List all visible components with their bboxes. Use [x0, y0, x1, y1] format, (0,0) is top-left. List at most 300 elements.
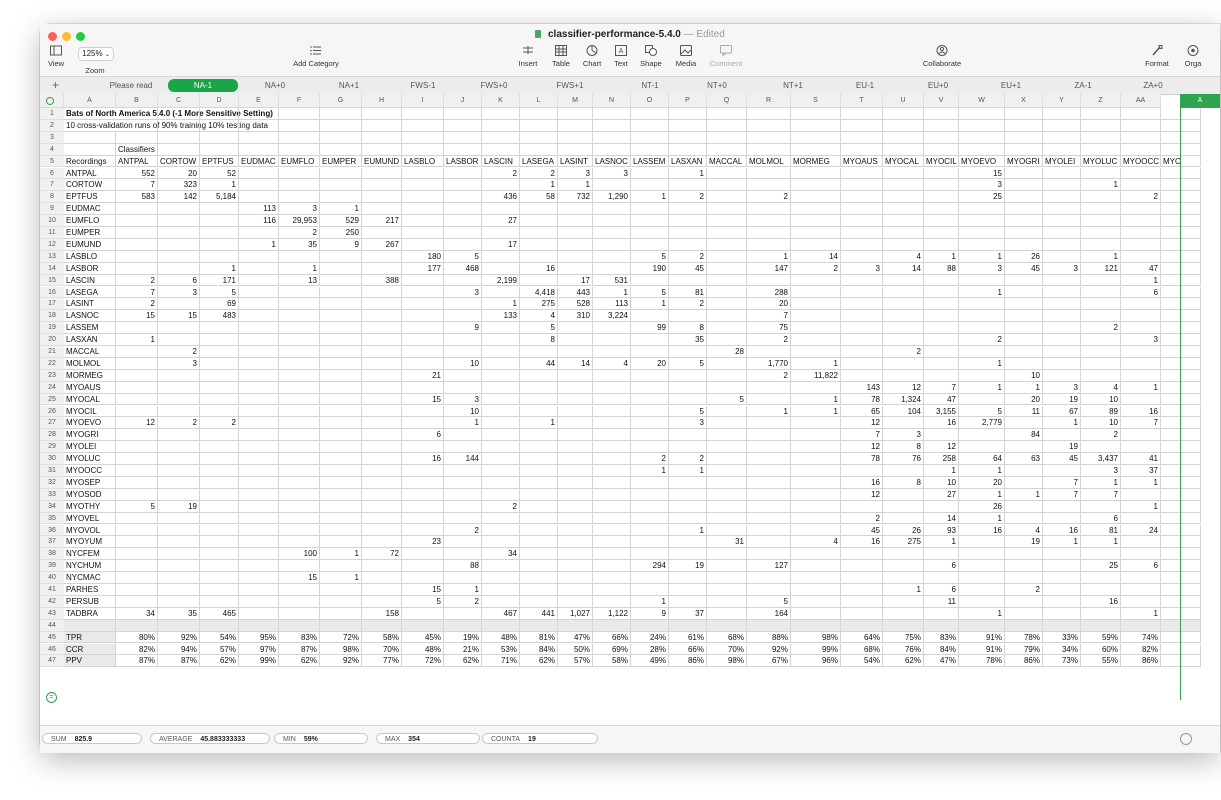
cell[interactable] [1161, 346, 1201, 358]
cell[interactable] [631, 536, 669, 548]
cell[interactable]: 50% [558, 644, 593, 656]
cell[interactable] [279, 334, 320, 346]
cell[interactable]: 6 [158, 275, 200, 287]
cell[interactable] [747, 132, 791, 144]
cell[interactable] [362, 394, 402, 406]
cell[interactable] [444, 144, 482, 156]
cell[interactable] [707, 168, 747, 180]
cell[interactable] [1161, 358, 1201, 370]
column-header[interactable]: N [593, 94, 631, 108]
cell[interactable] [1161, 525, 1201, 537]
cell[interactable]: MYOEVO [64, 417, 116, 429]
cell[interactable] [1043, 429, 1081, 441]
column-header[interactable]: L [520, 94, 558, 108]
cell[interactable] [116, 132, 158, 144]
cell[interactable]: 48% [482, 632, 520, 644]
cell[interactable]: LASSEM [64, 322, 116, 334]
cell[interactable] [239, 287, 279, 299]
cell[interactable] [1161, 310, 1201, 322]
cell[interactable]: 310 [558, 310, 593, 322]
row-header[interactable]: 17 [40, 298, 64, 310]
cell[interactable] [279, 120, 320, 132]
cell[interactable] [520, 429, 558, 441]
cell[interactable] [482, 406, 520, 418]
cell[interactable]: 443 [558, 287, 593, 299]
cell[interactable] [558, 346, 593, 358]
cell[interactable] [707, 429, 747, 441]
cell[interactable]: 62% [520, 655, 558, 667]
cell[interactable] [482, 560, 520, 572]
cell[interactable] [841, 287, 883, 299]
cell[interactable]: 1 [959, 358, 1005, 370]
cell[interactable]: 34 [116, 608, 158, 620]
sheet-tab[interactable]: NA+1 [338, 81, 360, 90]
cell[interactable]: CORTOW [64, 179, 116, 191]
cell[interactable]: 47% [924, 655, 959, 667]
cell[interactable]: 2 [200, 417, 239, 429]
organize-button[interactable] [1180, 45, 1206, 68]
cell[interactable] [669, 394, 707, 406]
cell[interactable]: 1 [791, 358, 841, 370]
cell[interactable]: 37 [669, 608, 707, 620]
cell[interactable] [320, 525, 362, 537]
cell[interactable] [116, 429, 158, 441]
cell[interactable] [239, 227, 279, 239]
cell[interactable] [482, 417, 520, 429]
cell[interactable]: 2 [158, 417, 200, 429]
cell[interactable]: 58 [520, 191, 558, 203]
cell[interactable] [747, 144, 791, 156]
cell[interactable] [593, 394, 631, 406]
row-header[interactable]: 37 [40, 536, 64, 548]
cell[interactable] [362, 179, 402, 191]
row-header[interactable]: 30 [40, 453, 64, 465]
cell[interactable] [200, 382, 239, 394]
cell[interactable] [924, 239, 959, 251]
cell[interactable] [1161, 608, 1201, 620]
cell[interactable] [841, 322, 883, 334]
cell[interactable]: 180 [402, 251, 444, 263]
cell[interactable] [279, 429, 320, 441]
cell[interactable]: TADBRA [64, 608, 116, 620]
cell[interactable] [959, 108, 1005, 120]
cell[interactable] [1005, 346, 1043, 358]
cell[interactable] [558, 334, 593, 346]
cell[interactable] [924, 548, 959, 560]
cell[interactable] [444, 548, 482, 560]
cell[interactable]: 147 [747, 263, 791, 275]
cell[interactable] [402, 179, 444, 191]
cell[interactable]: 70% [362, 644, 402, 656]
cell[interactable] [158, 227, 200, 239]
cell[interactable] [320, 382, 362, 394]
cell[interactable]: 2 [444, 525, 482, 537]
cell[interactable] [1121, 513, 1161, 525]
max-stat[interactable] [376, 733, 480, 744]
cell[interactable] [593, 132, 631, 144]
cell[interactable]: 10 [1081, 394, 1121, 406]
cell[interactable]: MYOLEI [64, 441, 116, 453]
cell[interactable] [482, 346, 520, 358]
cell[interactable] [747, 275, 791, 287]
cell[interactable] [1005, 275, 1043, 287]
cell[interactable] [841, 370, 883, 382]
cell[interactable] [444, 132, 482, 144]
cell[interactable] [883, 620, 924, 632]
cell[interactable]: 5,184 [200, 191, 239, 203]
cell[interactable] [747, 489, 791, 501]
row-header[interactable]: 26 [40, 406, 64, 418]
cell[interactable] [362, 132, 402, 144]
row-header[interactable]: 13 [40, 251, 64, 263]
cell[interactable]: 19 [1005, 536, 1043, 548]
cell[interactable]: 4 [1081, 382, 1121, 394]
cell[interactable] [593, 429, 631, 441]
cell[interactable] [883, 465, 924, 477]
cell[interactable] [362, 441, 402, 453]
cell[interactable] [362, 144, 402, 156]
cell[interactable] [116, 346, 158, 358]
cell[interactable]: 1 [669, 465, 707, 477]
cell[interactable] [883, 501, 924, 513]
cell[interactable]: MYOCIL [924, 156, 959, 168]
cell[interactable] [924, 168, 959, 180]
cell[interactable] [402, 227, 444, 239]
cell[interactable]: 88 [444, 560, 482, 572]
cell[interactable]: 15 [402, 394, 444, 406]
cell[interactable] [279, 465, 320, 477]
cell[interactable] [791, 572, 841, 584]
cell[interactable] [841, 465, 883, 477]
cell[interactable]: 64% [841, 632, 883, 644]
cell[interactable] [116, 394, 158, 406]
cell[interactable] [482, 596, 520, 608]
row-header[interactable]: 44 [40, 620, 64, 632]
row-header[interactable]: 8 [40, 191, 64, 203]
cell[interactable]: 6 [924, 560, 959, 572]
cell[interactable]: 2 [669, 298, 707, 310]
cell[interactable]: 16 [402, 453, 444, 465]
cell[interactable] [841, 560, 883, 572]
cell[interactable] [707, 108, 747, 120]
cell[interactable] [279, 298, 320, 310]
cell[interactable] [200, 322, 239, 334]
cell[interactable]: 158 [362, 608, 402, 620]
cell[interactable] [116, 620, 158, 632]
cell[interactable] [959, 144, 1005, 156]
cell[interactable] [239, 536, 279, 548]
shape-button[interactable] [637, 45, 665, 68]
cell[interactable] [362, 251, 402, 263]
cell[interactable]: 75% [883, 632, 924, 644]
cell[interactable] [841, 584, 883, 596]
cell[interactable] [482, 287, 520, 299]
cell[interactable]: 76 [883, 453, 924, 465]
cell[interactable] [239, 584, 279, 596]
cell[interactable]: 1 [959, 465, 1005, 477]
cell[interactable]: 66% [669, 644, 707, 656]
cell[interactable]: 2 [158, 346, 200, 358]
cell[interactable]: 72 [362, 548, 402, 560]
cell[interactable]: LASNOC [593, 156, 631, 168]
cell[interactable] [402, 441, 444, 453]
cell[interactable] [1081, 370, 1121, 382]
cell[interactable] [444, 536, 482, 548]
cell[interactable] [669, 620, 707, 632]
cell[interactable]: 12 [841, 417, 883, 429]
cell[interactable] [883, 572, 924, 584]
cell[interactable] [924, 108, 959, 120]
cell[interactable]: 9 [631, 608, 669, 620]
cell[interactable] [593, 477, 631, 489]
cell[interactable] [116, 263, 158, 275]
cell[interactable]: MYOAUS [841, 156, 883, 168]
cell[interactable] [200, 477, 239, 489]
cell[interactable] [631, 203, 669, 215]
row-header[interactable]: 27 [40, 417, 64, 429]
cell[interactable] [883, 560, 924, 572]
cell[interactable] [444, 346, 482, 358]
cell[interactable]: 5 [631, 251, 669, 263]
cell[interactable]: 2 [669, 251, 707, 263]
cell[interactable] [239, 429, 279, 441]
cell[interactable] [883, 168, 924, 180]
cell[interactable]: 5 [959, 406, 1005, 418]
cell[interactable] [1043, 168, 1081, 180]
cell[interactable] [158, 477, 200, 489]
cell[interactable]: 5 [444, 251, 482, 263]
cell[interactable] [631, 525, 669, 537]
cell[interactable] [1005, 513, 1043, 525]
cell[interactable] [707, 489, 747, 501]
cell[interactable]: 20 [747, 298, 791, 310]
column-header[interactable]: X [1005, 94, 1043, 108]
cell[interactable]: 83% [279, 632, 320, 644]
column-header[interactable]: I [402, 94, 444, 108]
cell[interactable] [520, 536, 558, 548]
cell[interactable]: MYOLUC [64, 453, 116, 465]
cell[interactable] [959, 560, 1005, 572]
cell[interactable]: 59% [1081, 632, 1121, 644]
counta-stat[interactable] [482, 733, 598, 744]
cell[interactable] [791, 620, 841, 632]
cell[interactable] [482, 453, 520, 465]
cell[interactable] [558, 429, 593, 441]
cell[interactable] [1161, 227, 1201, 239]
cell[interactable] [158, 465, 200, 477]
cell[interactable] [1081, 608, 1121, 620]
cell[interactable]: 78% [1005, 632, 1043, 644]
cell[interactable]: 2,779 [959, 417, 1005, 429]
cell[interactable] [520, 382, 558, 394]
cell[interactable]: 3 [593, 168, 631, 180]
cell[interactable] [593, 406, 631, 418]
cell[interactable] [924, 572, 959, 584]
cell[interactable] [841, 179, 883, 191]
cell[interactable] [924, 191, 959, 203]
cell[interactable]: 7 [841, 429, 883, 441]
cell[interactable]: 288 [747, 287, 791, 299]
cell[interactable] [747, 239, 791, 251]
cell[interactable]: 1 [116, 334, 158, 346]
cell[interactable] [1161, 501, 1201, 513]
cell[interactable]: 2 [669, 453, 707, 465]
cell[interactable]: 17 [482, 239, 520, 251]
cell[interactable] [158, 548, 200, 560]
cell[interactable] [924, 203, 959, 215]
cell[interactable]: 96% [791, 655, 841, 667]
cell[interactable] [158, 239, 200, 251]
cell[interactable] [1005, 334, 1043, 346]
cell[interactable]: 1 [1081, 251, 1121, 263]
cell[interactable]: 98% [320, 644, 362, 656]
cell[interactable]: 2 [482, 501, 520, 513]
cell[interactable]: 47 [924, 394, 959, 406]
cell[interactable] [320, 310, 362, 322]
cell[interactable] [707, 441, 747, 453]
cell[interactable] [841, 215, 883, 227]
cell[interactable] [747, 346, 791, 358]
sheet-tab[interactable]: EU-1 [855, 81, 875, 90]
cell[interactable]: 2 [444, 596, 482, 608]
cell[interactable]: 48% [402, 644, 444, 656]
cell[interactable] [1161, 644, 1201, 656]
cell[interactable] [707, 263, 747, 275]
cell[interactable] [1081, 132, 1121, 144]
cell[interactable] [1081, 227, 1121, 239]
cell[interactable] [200, 536, 239, 548]
cell[interactable] [362, 406, 402, 418]
cell[interactable]: 2 [791, 263, 841, 275]
cell[interactable] [320, 501, 362, 513]
cell[interactable]: 49% [631, 655, 669, 667]
cell[interactable] [1043, 548, 1081, 560]
cell[interactable] [402, 560, 444, 572]
cell[interactable] [558, 322, 593, 334]
cell[interactable] [444, 310, 482, 322]
cell[interactable]: 275 [520, 298, 558, 310]
cell[interactable] [1161, 203, 1201, 215]
cell[interactable] [362, 489, 402, 501]
cell[interactable] [116, 203, 158, 215]
cell[interactable]: 4 [1005, 525, 1043, 537]
cell[interactable] [1005, 191, 1043, 203]
cell[interactable] [1121, 489, 1161, 501]
cell[interactable] [482, 394, 520, 406]
cell[interactable]: 1 [924, 251, 959, 263]
cell[interactable] [959, 203, 1005, 215]
row-header[interactable]: 16 [40, 287, 64, 299]
cell[interactable]: 79% [1005, 644, 1043, 656]
cell[interactable] [64, 132, 116, 144]
cell[interactable] [200, 215, 239, 227]
cell[interactable] [200, 489, 239, 501]
cell[interactable] [883, 358, 924, 370]
cell[interactable] [707, 477, 747, 489]
cell[interactable] [1161, 513, 1201, 525]
cell[interactable] [593, 263, 631, 275]
cell[interactable]: 3 [158, 287, 200, 299]
cell[interactable] [1005, 168, 1043, 180]
cell[interactable] [482, 322, 520, 334]
cell[interactable] [791, 334, 841, 346]
cell[interactable] [1161, 298, 1201, 310]
cell[interactable] [558, 239, 593, 251]
row-header[interactable]: 32 [40, 477, 64, 489]
cell[interactable] [1005, 560, 1043, 572]
cell[interactable] [841, 108, 883, 120]
cell[interactable] [279, 322, 320, 334]
cell[interactable]: 92% [158, 632, 200, 644]
cell[interactable] [239, 477, 279, 489]
cell[interactable] [1005, 215, 1043, 227]
cell[interactable] [841, 608, 883, 620]
cell[interactable] [362, 596, 402, 608]
cell[interactable] [239, 168, 279, 180]
cell[interactable] [362, 453, 402, 465]
cell[interactable]: 116 [239, 215, 279, 227]
cell[interactable] [791, 429, 841, 441]
cell[interactable] [239, 132, 279, 144]
cell[interactable] [482, 441, 520, 453]
row-header[interactable]: 34 [40, 501, 64, 513]
cell[interactable] [482, 108, 520, 120]
cell[interactable]: 5 [707, 394, 747, 406]
cell[interactable] [200, 108, 239, 120]
cell[interactable]: 45 [669, 263, 707, 275]
cell[interactable]: 2 [747, 334, 791, 346]
cell[interactable] [1081, 203, 1121, 215]
cell[interactable] [320, 298, 362, 310]
cell[interactable] [747, 536, 791, 548]
cell[interactable] [520, 596, 558, 608]
cell[interactable] [482, 358, 520, 370]
cell[interactable] [593, 251, 631, 263]
cell[interactable] [482, 584, 520, 596]
cell[interactable]: MYO [1161, 156, 1201, 168]
cell[interactable] [747, 453, 791, 465]
cell[interactable] [158, 120, 200, 132]
cell[interactable] [362, 525, 402, 537]
cell[interactable] [707, 334, 747, 346]
cell[interactable]: LASINT [64, 298, 116, 310]
cell[interactable] [362, 370, 402, 382]
row-header[interactable]: 20 [40, 334, 64, 346]
cell[interactable] [200, 120, 239, 132]
cell[interactable] [320, 620, 362, 632]
cell[interactable]: 267 [362, 239, 402, 251]
cell[interactable] [158, 584, 200, 596]
cell[interactable] [791, 417, 841, 429]
cell[interactable] [558, 489, 593, 501]
cell[interactable]: 3,224 [593, 310, 631, 322]
cell[interactable]: 83% [924, 632, 959, 644]
cell[interactable] [1081, 144, 1121, 156]
cell[interactable] [320, 251, 362, 263]
cell[interactable]: Bats of North America 5.4.0 (-1 More Sensitive Setting) [66, 109, 273, 118]
cell[interactable]: 1 [444, 584, 482, 596]
cell[interactable] [558, 370, 593, 382]
cell[interactable] [883, 513, 924, 525]
cell[interactable] [1121, 227, 1161, 239]
cell[interactable] [631, 572, 669, 584]
cell[interactable] [362, 429, 402, 441]
cell[interactable]: 3 [959, 263, 1005, 275]
cell[interactable] [883, 108, 924, 120]
cell[interactable]: 14 [558, 358, 593, 370]
column-header[interactable]: T [841, 94, 883, 108]
cell[interactable] [1121, 144, 1161, 156]
